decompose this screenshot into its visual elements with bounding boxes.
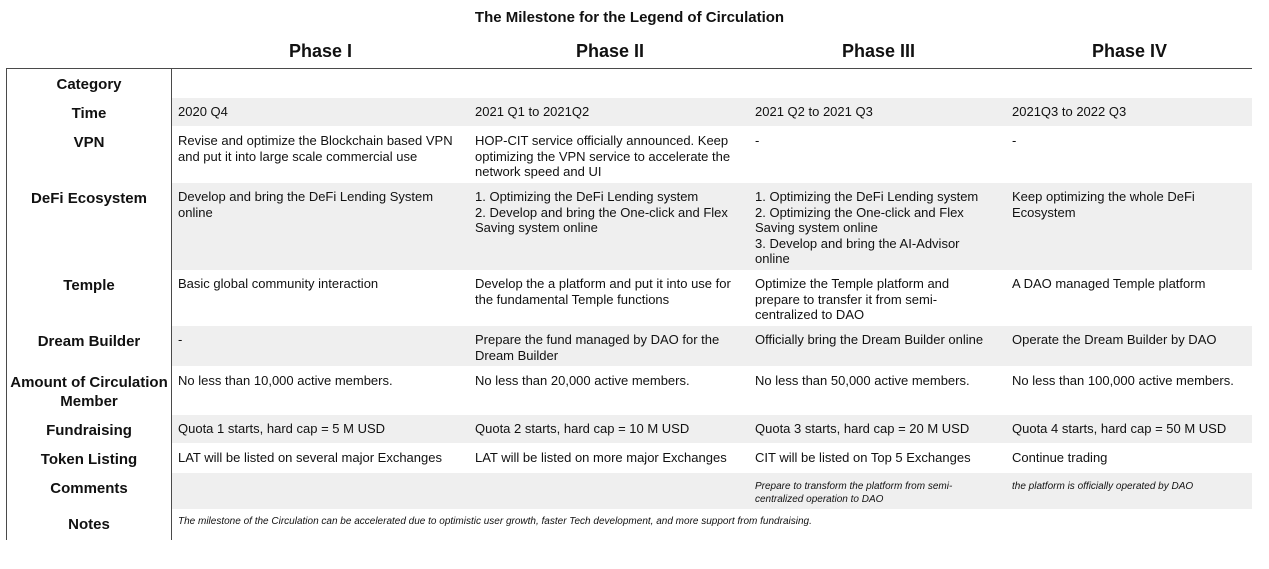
cell-dream-builder-phase-2: Prepare the fund managed by DAO for the Dream Builder: [475, 332, 720, 363]
phase-4-header: Phase IV: [1092, 41, 1168, 61]
cell-dream-builder-phase-1: -: [178, 332, 183, 347]
cell-defi-phase-3: 1. Optimizing the DeFi Lending system 2. Optimizing the One-click and Flex Saving system online 3. Develop and bring the AI-Advisor online: [755, 189, 979, 267]
category-label-token-listing: Token Listing: [40, 451, 138, 468]
header-rule: [6, 68, 1252, 69]
phase-3-header: Phase III: [842, 41, 916, 61]
page-title: The Milestone for the Legend of Circulation: [474, 9, 785, 26]
cell-time-phase-4: 2021Q3 to 2022 Q3: [1012, 104, 1127, 119]
cell-amount-phase-4: No less than 100,000 active members.: [1012, 373, 1234, 388]
category-label-vpn: VPN: [73, 134, 105, 151]
category-label-dream-builder: Dream Builder: [37, 333, 141, 350]
category-divider: [171, 68, 172, 540]
cell-fundraising-phase-2: Quota 2 starts, hard cap = 10 M USD: [475, 421, 690, 436]
cell-comments-phase-3: Prepare to transform the platform from semi-centralized operation to DAO: [755, 481, 953, 505]
cell-temple-phase-4: A DAO managed Temple platform: [1012, 276, 1206, 291]
cell-token-listing-phase-1: LAT will be listed on several major Exchanges: [178, 450, 442, 465]
cell-vpn-phase-2: HOP-CIT service officially announced. Keep optimizing the VPN service to accelerate the network speed and UI: [475, 133, 731, 180]
cell-defi-phase-2: 1. Optimizing the DeFi Lending system 2. Develop and bring the One-click and Flex Saving system online: [475, 189, 728, 236]
cell-vpn-phase-4: -: [1012, 133, 1017, 148]
cell-time-phase-3: 2021 Q2 to 2021 Q3: [755, 104, 873, 119]
cell-amount-phase-1: No less than 10,000 active members.: [178, 373, 393, 388]
cell-defi-phase-1: Develop and bring the DeFi Lending System online: [178, 189, 434, 220]
cell-temple-phase-1: Basic global community interaction: [178, 276, 379, 291]
cell-vpn-phase-1: Revise and optimize the Blockchain based VPN and put it into large scale commercial use: [178, 133, 453, 164]
cell-token-listing-phase-3: CIT will be listed on Top 5 Exchanges: [755, 450, 971, 465]
cell-vpn-phase-3: -: [755, 133, 760, 148]
category-label-comments: Comments: [50, 480, 128, 497]
cell-fundraising-phase-3: Quota 3 starts, hard cap = 20 M USD: [755, 421, 970, 436]
cell-defi-phase-4: Keep optimizing the whole DeFi Ecosystem: [1012, 189, 1195, 220]
cell-fundraising-phase-1: Quota 1 starts, hard cap = 5 M USD: [178, 421, 386, 436]
category-label-defi: DeFi Ecosystem: [31, 190, 147, 207]
phase-2-header: Phase II: [576, 41, 645, 61]
phase-1-header: Phase I: [289, 41, 353, 61]
cell-token-listing-phase-4: Continue trading: [1012, 450, 1108, 465]
cell-time-phase-1: 2020 Q4: [178, 104, 228, 119]
cell-temple-phase-3: Optimize the Temple platform and prepare to transfer it from semi-centralized to DAO: [755, 276, 950, 323]
cell-temple-phase-2: Develop the a platform and put it into use for the fundamental Temple functions: [475, 276, 731, 307]
left-border: [6, 68, 7, 540]
category-label-time: Time: [71, 105, 107, 122]
cell-dream-builder-phase-3: Officially bring the Dream Builder online: [755, 332, 984, 347]
cell-dream-builder-phase-4: Operate the Dream Builder by DAO: [1012, 332, 1217, 347]
cell-token-listing-phase-2: LAT will be listed on more major Exchanges: [475, 450, 727, 465]
cell-amount-phase-2: No less than 20,000 active members.: [475, 373, 690, 388]
category-label-notes: Notes: [68, 516, 110, 533]
cell-amount-phase-3: No less than 50,000 active members.: [755, 373, 970, 388]
cell-fundraising-phase-4: Quota 4 starts, hard cap = 50 M USD: [1012, 421, 1227, 436]
cell-time-phase-2: 2021 Q1 to 2021Q2: [475, 104, 590, 119]
category-label-amount: Amount of Circulation Member: [10, 374, 168, 410]
category-label-fundraising: Fundraising: [46, 422, 132, 439]
category-label-temple: Temple: [63, 277, 115, 294]
category-label-category: Category: [56, 76, 122, 93]
notes-text: The milestone of the Circulation can be accelerated due to optimistic user growth, faster Tech development, and more support from fundraising.: [178, 516, 812, 527]
cell-comments-phase-4: the platform is officially operated by DAO: [1012, 481, 1194, 492]
